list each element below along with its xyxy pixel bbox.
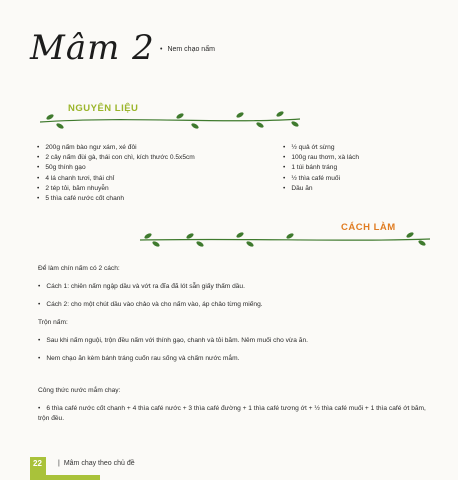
list-item: • ½ thìa café muối bbox=[283, 174, 359, 184]
list-item: • Dầu ăn bbox=[283, 184, 359, 194]
method-way-2: • Cách 2: cho một chút dầu vào chảo và cho nấm vào, áp chảo từng miếng. bbox=[38, 300, 438, 310]
list-item: • ½ quả ớt sừng bbox=[283, 143, 359, 153]
dish-name: • Nem chạo nấm bbox=[160, 46, 215, 53]
mix-step-1: • Sau khi nấm nguội, trộn đều nấm với thính gạo, chanh và tỏi băm. Nêm muối cho vừa ăn. bbox=[38, 336, 438, 346]
list-item: • 4 lá chanh tươi, thái chỉ bbox=[37, 174, 195, 184]
page-title: Mâm 2 bbox=[30, 28, 155, 68]
method-body bbox=[38, 264, 438, 424]
ingredients-list-right bbox=[283, 143, 359, 194]
sauce-recipe: • 6 thìa café nước cốt chanh + 4 thìa café nước + 3 thìa café đường + 1 thìa café tương ớt + ½ thìa café muối + 1 thìa café ớt băm, trộn đều. bbox=[38, 404, 433, 424]
list-item: • 5 thìa café nước cốt chanh bbox=[37, 194, 195, 204]
ingredients-list-left bbox=[37, 143, 195, 204]
list-item: • 200g nấm bào ngư xám, xé đôi bbox=[37, 143, 195, 153]
mix-step-2: • Nem chạo ăn kèm bánh tráng cuốn rau sống và chấm nước mắm. bbox=[38, 354, 438, 364]
method-heading: CÁCH LÀM bbox=[341, 222, 396, 233]
list-item: • 2 tép tỏi, băm nhuyễn bbox=[37, 184, 195, 194]
list-item: • 2 cây nấm đùi gà, thái con chì, kích thước 0.5x5cm bbox=[37, 153, 195, 163]
page-number: 22 bbox=[33, 459, 42, 468]
list-item: • 1 túi bánh tráng bbox=[283, 163, 359, 173]
book-title: | Mâm chay theo chủ đề bbox=[58, 460, 135, 467]
sauce-title: Công thức nước mắm chay: bbox=[38, 387, 121, 394]
method-way-1: • Cách 1: chiên nấm ngập dầu và vớt ra đĩa đã lót sẵn giấy thấm dầu. bbox=[38, 282, 438, 292]
list-item: • 50g thính gạo bbox=[37, 163, 195, 173]
ingredients-heading: NGUYÊN LIỆU bbox=[68, 103, 139, 114]
list-item: • 100g rau thơm, xà lách bbox=[283, 153, 359, 163]
footer-bar bbox=[30, 475, 100, 480]
mix-title: Trộn nấm: bbox=[38, 319, 68, 326]
method-intro: Để làm chín nấm có 2 cách: bbox=[38, 265, 120, 272]
